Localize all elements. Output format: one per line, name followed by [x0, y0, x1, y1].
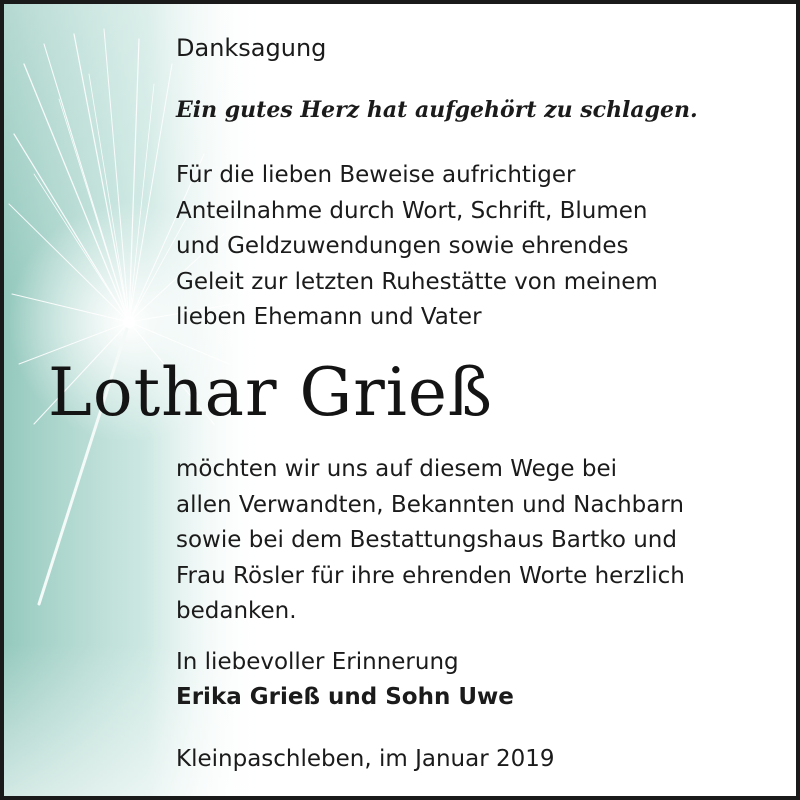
text-line: Frau Rösler für ihre ehrenden Worte herzlich [176, 562, 685, 589]
text-line: bedanken. [176, 598, 297, 624]
text-line: Geleit zur letzten Ruhestätte von meinem [176, 268, 658, 295]
text-line: und Geldzuwendungen sowie ehrendes [176, 233, 629, 259]
signature: Erika Grieß und Sohn Uwe [176, 684, 514, 710]
text-line: Für die lieben Beweise aufrichtiger [176, 162, 576, 188]
place-date: Kleinpaschleben, im Januar 2019 [176, 746, 555, 772]
notice-quote: Ein gutes Herz hat aufgehört zu schlagen. [176, 97, 698, 123]
closing-line: In liebevoller Erinnerung [176, 649, 459, 675]
text-line: lieben Ehemann und Vater [176, 304, 482, 330]
deceased-name: Lothar Grieß [48, 354, 493, 431]
text-line: sowie bei dem Bestattungshaus Bartko und [176, 527, 677, 553]
text-line: möchten wir uns auf diesem Wege bei [176, 456, 617, 482]
text-line: Anteilnahme durch Wort, Schrift, Blumen [176, 197, 648, 224]
gratitude-paragraph [176, 158, 658, 336]
notice-heading: Danksagung [176, 34, 327, 62]
notice-text [4, 4, 800, 800]
text-line: allen Verwandten, Bekannten und Nachbarn [176, 491, 684, 518]
thanks-paragraph [176, 452, 685, 630]
